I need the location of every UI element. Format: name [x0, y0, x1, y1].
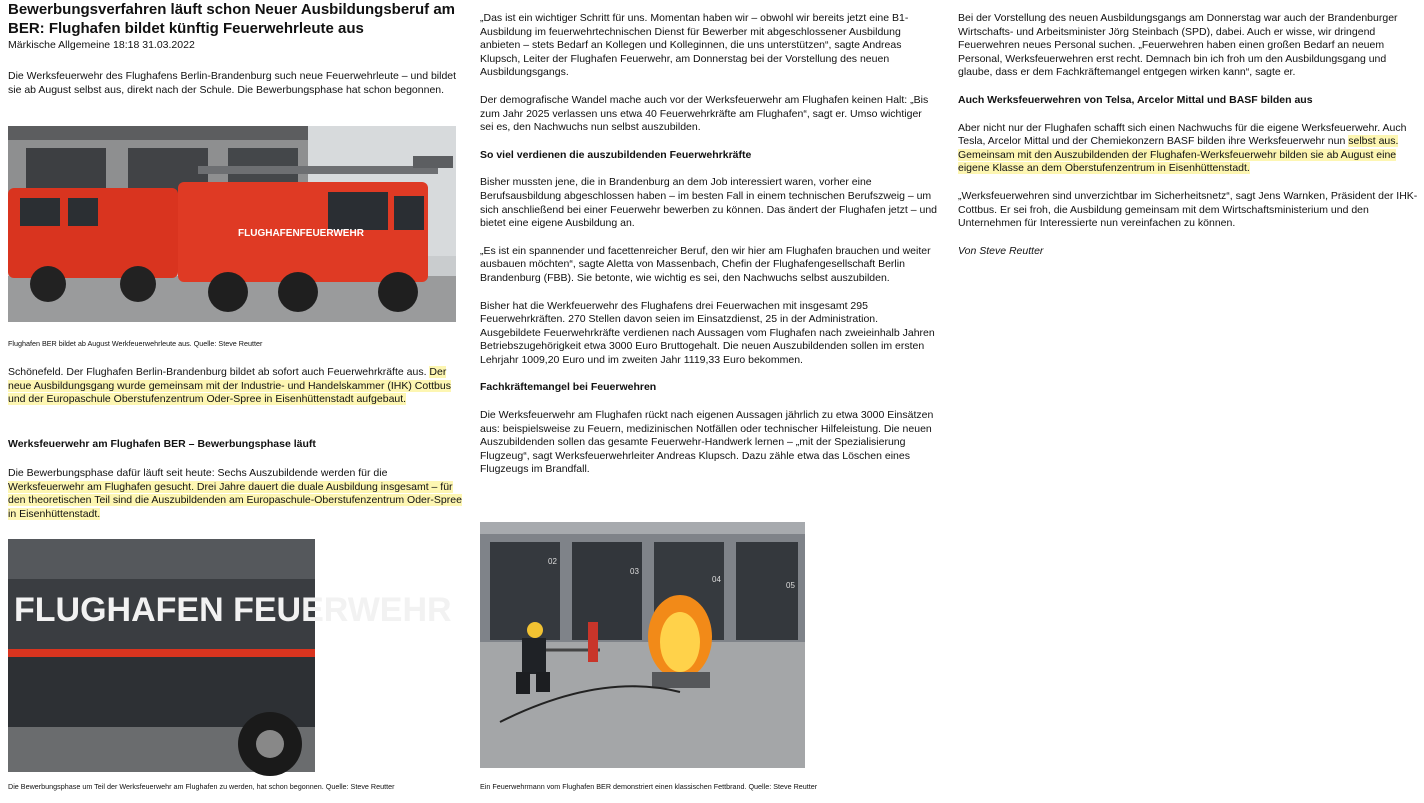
c2-paragraph-1: „Das ist ein wichtiger Schritt für uns. Momentan haben wir – obwohl wir bereits jetzt eine B1-Ausbildung im feuerwehrtechnischen Dienst für Bewerber mit abgeschlossener Ausbildung anbieten – stets Bedarf an Kollegen und Kolleginnen, die uns unterstützen“, sagte Andreas Klupsch, Leiter der Flughafen Feuerwehr, am Donnerstag bei der Vorstellung des neuen Ausbildungsgangs.	[480, 12, 909, 79]
svg-text:FLUGHAFENFEUERWEHR: FLUGHAFENFEUERWEHR	[238, 228, 364, 239]
c2-paragraph-2: Der demografische Wandel mache auch vor der Werksfeuerwehr am Flughafen keinen Halt: „Bis zum Jahr 2025 verlassen uns etwa 40 Feuerwehrkräfte am Flughafen“, sagt er. Umso wichtiger sei es, den Nachwuchs nun selbst auszubilden.	[480, 93, 929, 134]
subheading-4: Auch Werksfeuerwehren von Telsa, Arcelor Mittal und BASF bilden aus	[958, 93, 1313, 106]
c2-paragraph-3: Bisher mussten jene, die in Brandenburg an dem Job interessiert waren, vorher eine Berufsausbildung abgeschlossen haben – im besten Fall in einem technischen Berufszweig – um sich anschließend bei einer Feuerwehr bewerben zu können. Das ändert der Flughafen jetzt – und bietet eine eigene Ausbildung an.	[480, 176, 938, 230]
paragraph-1-highlight: Der neue Ausbildungsgang wurde gemeinsam mit der Industrie- und Handelskammer (IHK) Cottbus und der Europaschule Oberstufenzentrum Oder-Spree in Eisenhüttenstadt aufgebaut.	[8, 366, 451, 406]
photo2-lettering: FLUGHAFEN FEUERWEHR	[14, 591, 452, 629]
source-date: Märkische Allgemeine 18:18 31.03.2022	[8, 39, 195, 51]
c2-paragraph-6: Die Werksfeuerwehr am Flughafen rückt nach eigenen Aussagen jährlich zu etwa 3000 Einsätzen aus: beispielsweise zu Feuern, medizinischen Notfällen oder technischer Hilfeleistung. Die neuen Auszubildenden sollen das gesamte Feuerwehr-Handwerk lernen – „mit der Spezialisierung Flugzeug“, sagt Werksfeuerwehrleiter Andreas Klupsch. Dazu zähle etwa das Löschen eines Flugzeugs im Brandfall.	[480, 409, 934, 476]
paragraph-2-text: Die Bewerbungsphase dafür läuft seit heute: Sechs Auszubildende werden für die	[8, 467, 388, 479]
door-number-2: 03	[630, 567, 639, 576]
byline: Von Steve Reutter	[958, 244, 1044, 257]
paragraph-2	[8, 467, 463, 521]
c3-paragraph-2-highlight: selbst aus. Gemeinsam mit den Auszubildenden der Flughafen-Werksfeuerwehr bilden sie ab August eine eigene Klasse an dem Oberstufenzentrum in Eisenhüttenstadt.	[958, 135, 1399, 175]
photo3-caption: Ein Feuerwehrmann vom Flughafen BER demonstriert einen klassischen Fettbrand. Quelle: Steve Reutter	[480, 782, 818, 791]
door-number-4: 05	[786, 581, 795, 590]
paragraph-1	[8, 366, 463, 407]
photo2-caption: Die Bewerbungsphase um Teil der Werksfeuerwehr am Flughafen zu werden, hat schon begonnen. Quelle: Steve Reutter	[8, 782, 395, 791]
headline: Bewerbungsverfahren läuft schon Neuer Ausbildungsberuf am BER: Flughafen bildet künftig Feuerwehrleute aus	[8, 1, 456, 37]
subheading-2: So viel verdienen die auszubildenden Feuerwehrkräfte	[480, 148, 752, 161]
c2-paragraph-5: Bisher hat die Werkfeuerwehr des Flughafens drei Feuerwachen mit insgesamt 295 Feuerwehrkräften. 270 Stellen davon seien im Einsatzdienst, 25 in der Administration. Ausgebildete Feuerwehrkräfte verdienen nach Aussagen vom Flughafen nach zweieinhalb Jahren Betriebszugehörigkeit etwa 3000 Euro Bruttogehalt. Die neuen Auszubildenden sollen im ersten Lehrjahr 1009,20 Euro und im zweiten Jahr 1119,33 Euro bekommen.	[480, 299, 935, 366]
lead-paragraph: Die Werksfeuerwehr des Flughafens Berlin-Brandenburg such neue Feuerwehrleute – und bildet sie ab August selbst aus, direkt nach der Schule. Die Bewerbungsphase hat schon begonnen.	[8, 70, 457, 96]
c3-paragraph-2	[958, 122, 1418, 176]
column-3	[958, 0, 1418, 258]
column-2	[480, 0, 938, 477]
subheading-1: Werksfeuerwehr am Flughafen BER – Bewerbungsphase läuft	[8, 438, 316, 450]
photo-truck-lettering	[8, 539, 452, 772]
c3-paragraph-2-text: Aber nicht nur der Flughafen schafft sich einen Nachwuchs für die eigene Werksfeuerwehr. Auch Tesla, Arcelor Mittal und der Chemiekonzern BASF bilden ihre Werksfeuerwehr nun	[958, 121, 1407, 148]
photo-fire-trucks	[8, 126, 456, 322]
c2-paragraph-4: „Es ist ein spannender und facettenreicher Beruf, den wir hier am Flughafen brauchen und weiter ausbauen möchten“, sagte Aletta von Massenbach, Chefin der Flughafengesellschaft Berlin Brandenburg (FBB). Sie betonte, wie wichtig es sei, den Nachwuchs selbst auszubilden.	[480, 244, 931, 284]
c3-paragraph-3: „Werksfeuerwehren sind unverzichtbar im Sicherheitsnetz“, sagt Jens Warnken, Präsident der IHK-Cottbus. Er sei froh, die Ausbildung gemeinsam mit dem Wirtschaftsministerium und den Unternehmen für Interessierte nun vereinfachen zu können.	[958, 189, 1418, 230]
column-1	[8, 0, 463, 97]
c3-paragraph-1: Bei der Vorstellung des neuen Ausbildungsgangs am Donnerstag war auch der Brandenburger Wirtschafts- und Arbeitsminister Jörg Steinbach (SPD), dabei. Auch er wisse, wir dringend Feuerwehren neues Personal suchen. „Feuerwehren haben einen großen Bedarf an neuem Personal, Werksfeuerwehren erst recht. Demnach bin ich froh um den Ausbildungsgang und glaube, dass er dem Fachkräftemangel entgegen wirken kann“, sagte er.	[958, 12, 1398, 79]
photo1-caption: Flughafen BER bildet ab August Werkfeuerwehrleute aus. Quelle: Steve Reutter	[8, 339, 263, 348]
paragraph-2-highlight: Werksfeuerwehr am Flughafen gesucht. Drei Jahre dauert die duale Ausbildung insgesamt – für den theoretischen Teil sind die Auszubildenden am Europaschule-Oberstufenzentrum Oder-Spree in Eisenhüttenstadt.	[8, 480, 462, 520]
paragraph-1-text: Schönefeld. Der Flughafen Berlin-Brandenburg bildet ab sofort auch Feuerwehrkräfte aus.	[8, 366, 427, 378]
door-number-1: 02	[548, 557, 557, 566]
door-number-3: 04	[712, 575, 721, 584]
photo-fire-demo	[480, 522, 805, 768]
subheading-3: Fachkräftemangel bei Feuerwehren	[480, 381, 657, 394]
